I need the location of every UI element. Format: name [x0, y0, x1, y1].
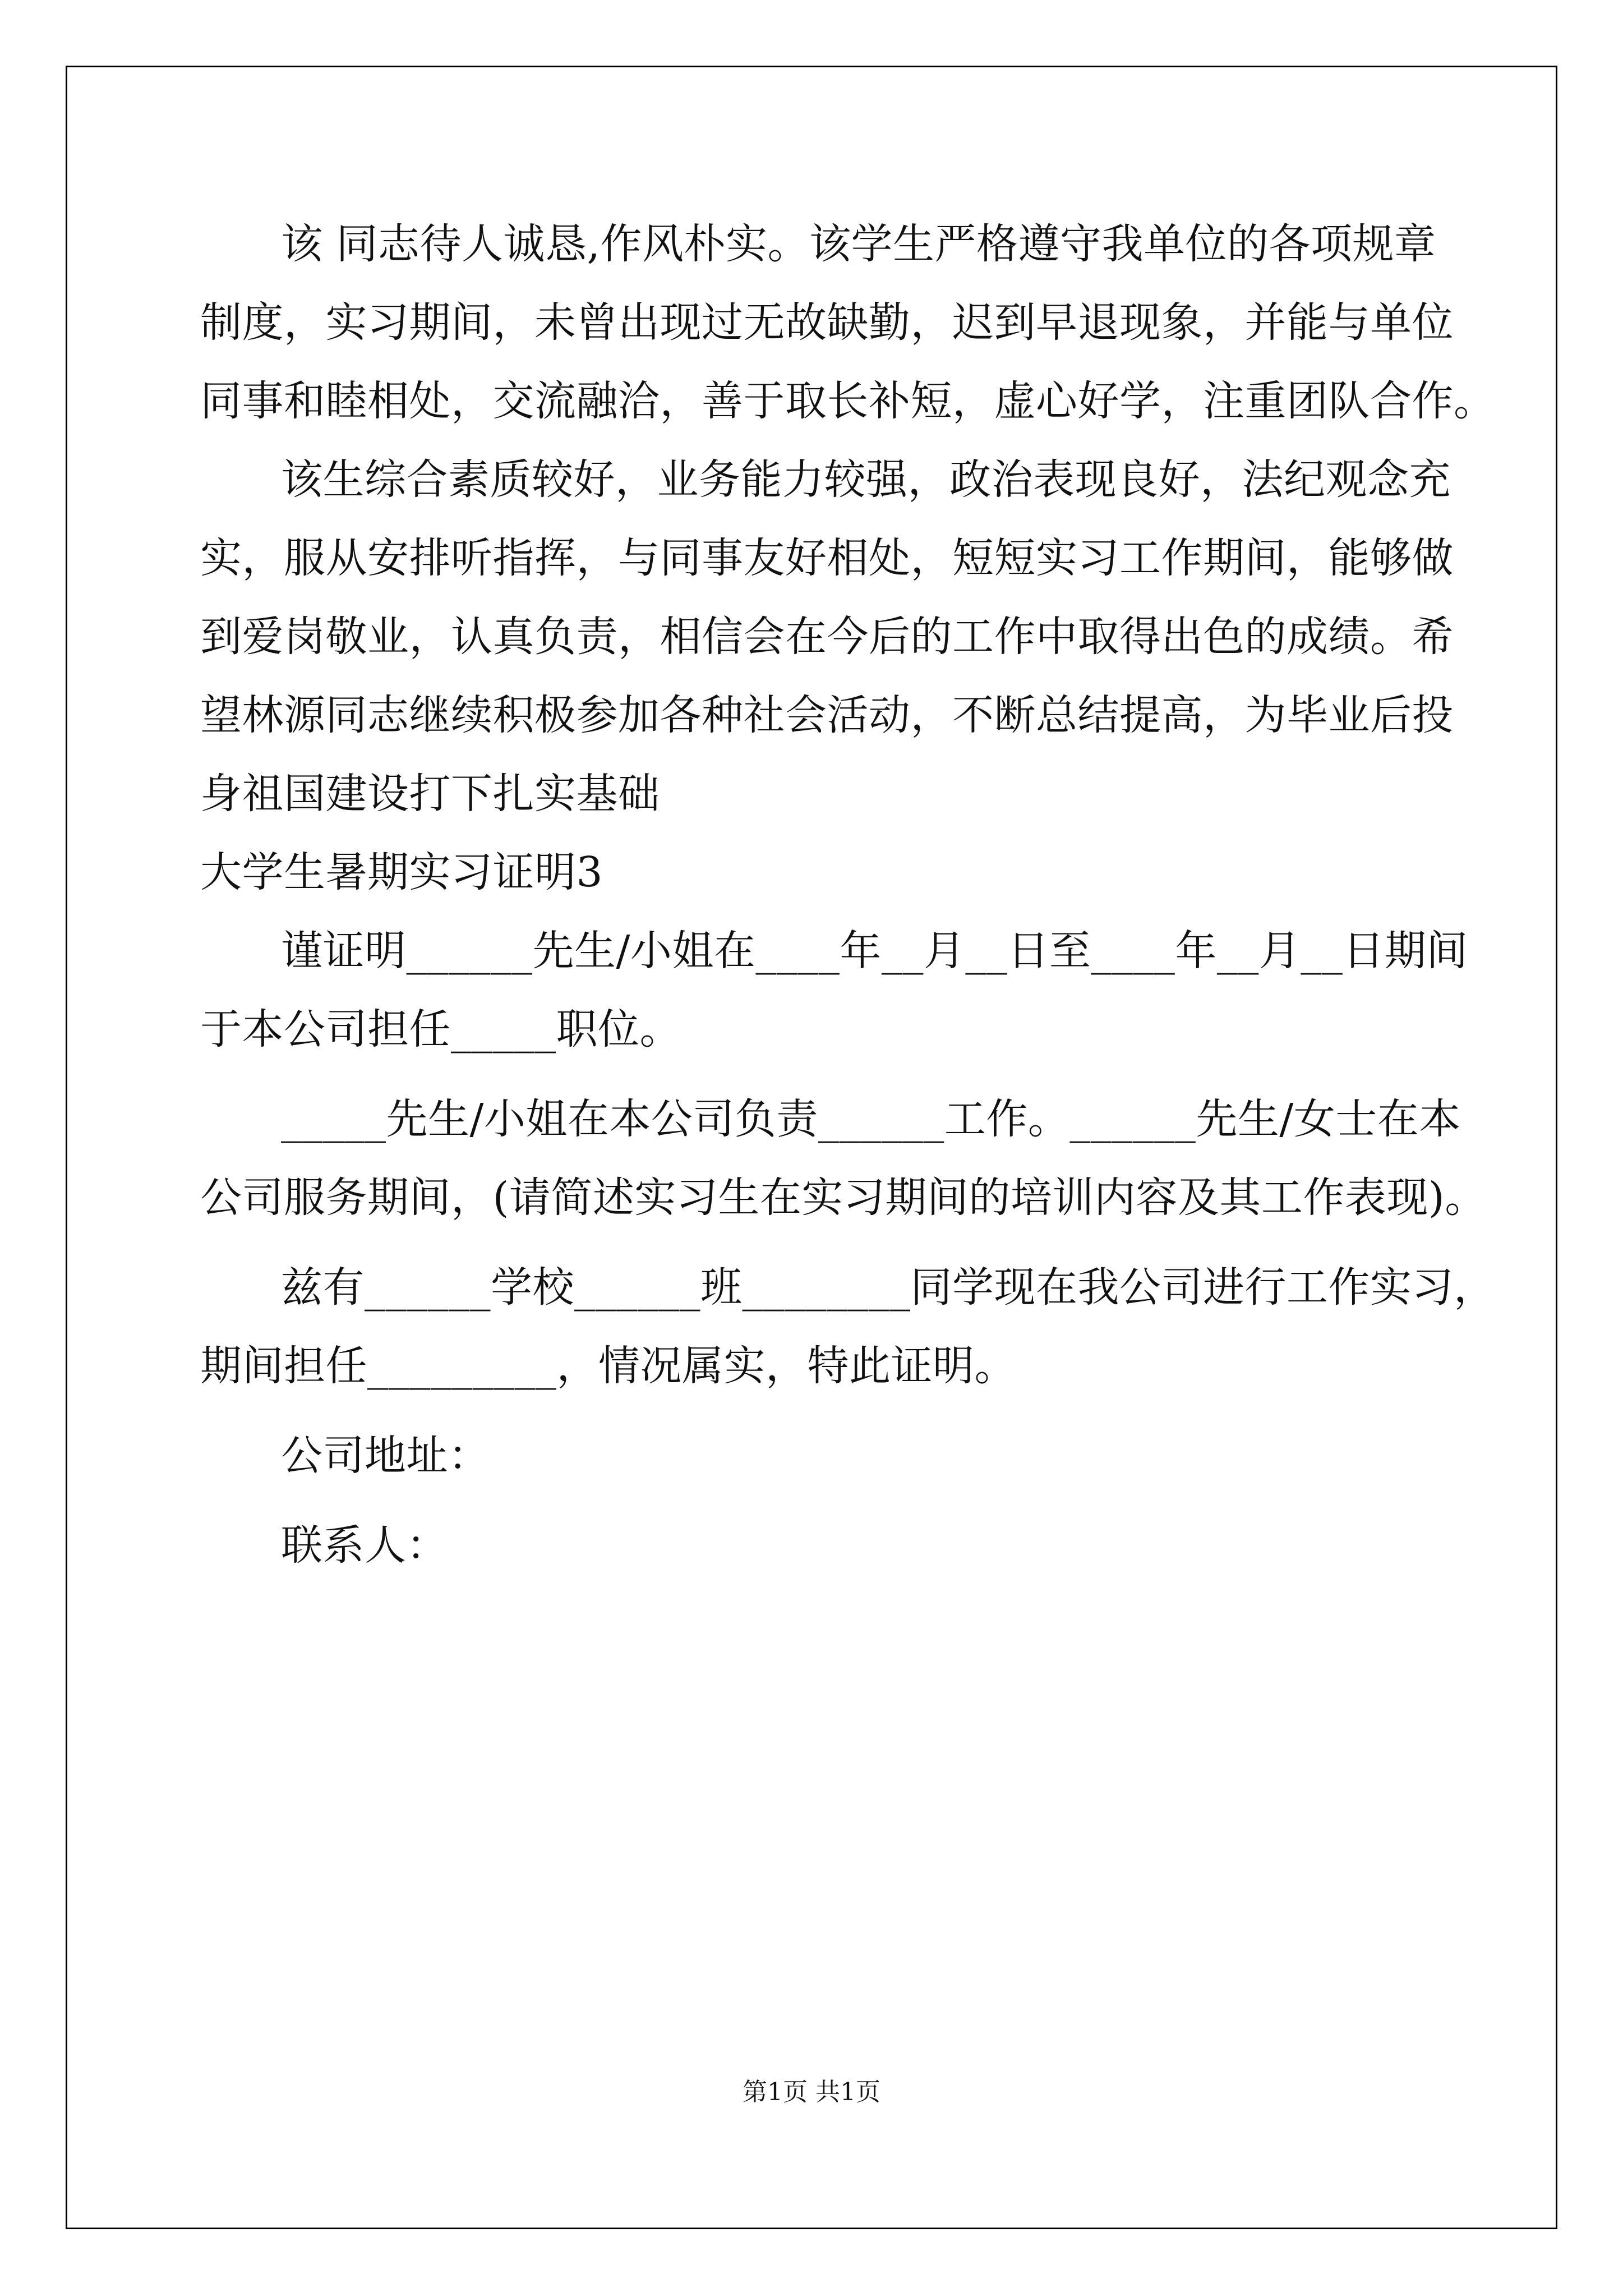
paragraph-1-line-1: 该 同志待人诚恳,作风朴实。该学生严格遵守我单位的各项规章 [281, 220, 1436, 268]
paragraph-5-line-1: 兹有______学校______班________同学现在我公司进行工作实习， [281, 1263, 1496, 1312]
paragraph-3-line-2: 于本公司担任_____职位。 [200, 1005, 681, 1053]
page-footer: 第1页 共1页 [743, 2078, 880, 2106]
paragraph-2-line-4: 望林源同志继续积极参加各种社会活动，不断总结提高，为毕业后投 [200, 691, 1454, 739]
paragraph-4-line-1: _____先生/小姐在本公司负责______工作。______先生/女士在本 [281, 1095, 1461, 1143]
section-heading: 大学生暑期实习证明3 [200, 848, 603, 896]
paragraph-1-line-2: 制度，实习期间，未曾出现过无故缺勤，迟到早退现象，并能与单位 [200, 298, 1454, 347]
paragraph-2-line-5: 身祖国建设打下扎实基础 [200, 770, 660, 818]
company-address-label: 公司地址： [281, 1432, 490, 1480]
paragraph-2-line-3: 到爱岗敬业，认真负责，相信会在今后的工作中取得出色的成绩。希 [200, 613, 1454, 661]
paragraph-2-line-1: 该生综合素质较好，业务能力较强，政治表现良好，法纪观念充 [281, 455, 1451, 504]
contact-person-label: 联系人： [281, 1521, 448, 1570]
paragraph-4-line-2: 公司服务期间，(请简述实习生在实习期间的培训内容及其工作表现)。 [200, 1174, 1487, 1222]
paragraph-2-line-2: 实，服从安排听指挥，与同事友好相处，短短实习工作期间，能够做 [200, 534, 1454, 582]
paragraph-3-line-1: 谨证明______先生/小姐在____年__月__日至____年__月__日期间 [281, 927, 1468, 975]
paragraph-5-line-2: 期间担任_________，情况属实，特此证明。 [200, 1342, 1016, 1390]
paragraph-1-line-3: 同事和睦相处，交流融洽，善于取长补短，虚心好学，注重团队合作。 [200, 377, 1496, 425]
